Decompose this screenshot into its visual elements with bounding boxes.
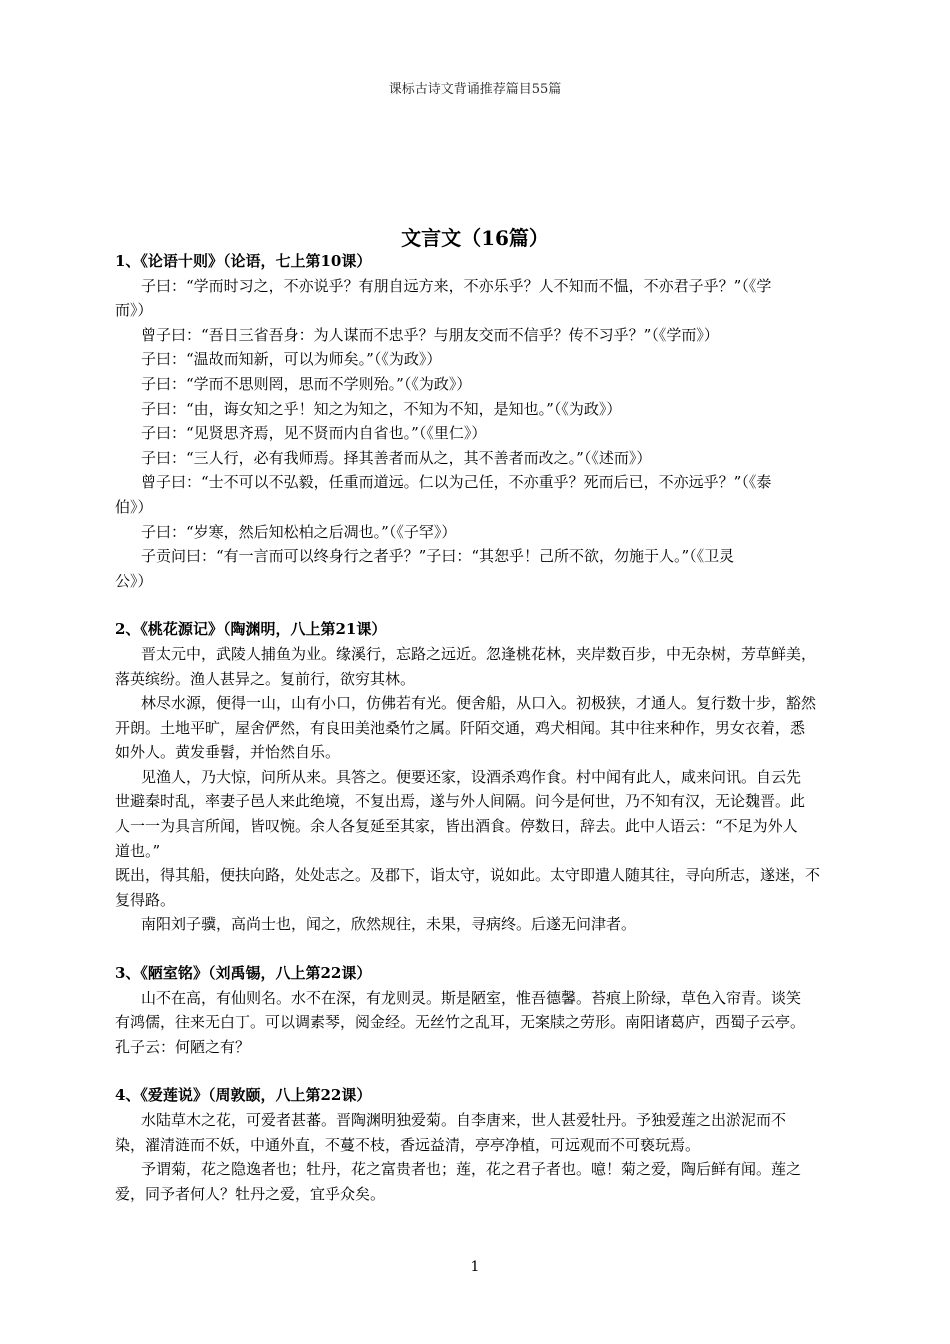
text-line: 复得路。 bbox=[115, 890, 176, 909]
lesson-heading-1: 1、《论语十则》（论语，七上第10课） bbox=[115, 252, 372, 270]
text-line: 子曰：“三人行，必有我师焉。择其善者而从之，其不善者而改之。”（《述而》） bbox=[141, 448, 652, 467]
text-line: 公》） bbox=[115, 571, 153, 590]
text-line: 人一一为具言所闻，皆叹惋。余人各复延至其家，皆出酒食。停数日，辞去。此中人语云：“不足为外人 bbox=[115, 817, 798, 836]
text-line: 山不在高，有仙则名。水不在深，有龙则灵。斯是陋室，惟吾德馨。苔痕上阶绿，草色入帘青。谈笑 bbox=[141, 988, 802, 1007]
text-line: 予谓菊，花之隐逸者也；牡丹，花之富贵者也；莲，花之君子者也。噫！菊之爱，陶后鲜有闻。莲之 bbox=[141, 1160, 802, 1179]
section-gap bbox=[115, 593, 843, 617]
text-line: 开朗。土地平旷，屋舍俨然，有良田美池桑竹之属。阡陌交通，鸡犬相闻。其中往来种作，男女衣着，悉 bbox=[115, 718, 806, 737]
text-line: 子曰：“学而时习之，不亦说乎？有朋自远方来，不亦乐乎？人不知而不愠，不亦君子乎？”（《学 bbox=[141, 276, 772, 295]
text-line: 落英缤纷。渔人甚异之。复前行，欲穷其林。 bbox=[115, 669, 416, 688]
text-line: 子曰：“温故而知新，可以为师矣。”（《为政》） bbox=[141, 350, 442, 369]
document-body bbox=[115, 249, 843, 1206]
text-line: 而》） bbox=[115, 301, 153, 320]
lesson-heading-2: 2、《桃花源记》（陶渊明，八上第21课） bbox=[115, 620, 387, 639]
text-line: 见渔人，乃大惊，问所从来。具答之。便要还家，设酒杀鸡作食。村中闻有此人，咸来问讯。自云先 bbox=[141, 767, 802, 786]
section-gap bbox=[115, 937, 843, 961]
running-head: 课标古诗文背诵推荐篇目55篇 bbox=[388, 82, 562, 97]
text-line: 子贡问曰：“有一言而可以终身行之者乎？”子曰：“其恕乎！己所不欲，勿施于人。”（《卫灵 bbox=[141, 547, 735, 566]
text-line: 染，濯清涟而不妖，中通外直，不蔓不枝，香远益清，亭亭净植，可远观而不可亵玩焉。 bbox=[115, 1135, 701, 1154]
text-line: 有鸿儒，往来无白丁。可以调素琴，阅金经。无丝竹之乱耳，无案牍之劳形。南阳诸葛庐，西蜀子云亭。 bbox=[115, 1013, 806, 1032]
text-line: 子曰：“学而不思则罔，思而不学则殆。”（《为政》） bbox=[141, 374, 472, 393]
section-title: 文言文（16篇） bbox=[401, 226, 549, 250]
text-line: 道也。” bbox=[115, 841, 161, 860]
text-line: 子曰：“由，诲女知之乎！知之为知之，不知为不知，是知也。”（《为政》） bbox=[141, 399, 622, 418]
text-line: 曾子曰：“吾日三省吾身：为人谋而不忠乎？与朋友交而不信乎？传不习乎？”（《学而》） bbox=[141, 325, 719, 344]
text-line: 林尽水源，便得一山，山有小口，仿佛若有光。便舍船，从口入。初极狭，才通人。复行数十步，豁然 bbox=[141, 694, 817, 713]
text-line: 既出，得其船，便扶向路，处处志之。及郡下，诣太守，说如此。太守即遣人随其往，寻向所志，遂迷，不 bbox=[115, 866, 821, 885]
text-line: 爱，同予者何人？牡丹之爱，宜乎众矣。 bbox=[115, 1184, 386, 1203]
text-line: 如外人。黄发垂髫，并怡然自乐。 bbox=[115, 743, 341, 762]
page-number: 1 bbox=[470, 1259, 480, 1275]
lesson-heading-3: 3、《陋室铭》（刘禹锡，八上第22课） bbox=[115, 964, 372, 983]
text-line: 子曰：“岁寒，然后知松柏之后凋也。”（《子罕》） bbox=[141, 522, 457, 541]
lesson-heading-4: 4、《爱莲说》（周敦颐，八上第22课） bbox=[115, 1086, 372, 1105]
section-gap bbox=[115, 1059, 843, 1083]
text-line: 曾子曰：“士不可以不弘毅，任重而道远。仁以为己任，不亦重乎？死而后已，不亦远乎？”（《泰 bbox=[141, 473, 772, 492]
text-line: 子曰：“见贤思齐焉，见不贤而内自省也。”（《里仁》） bbox=[141, 424, 487, 443]
text-line: 南阳刘子骥，高尚士也，闻之，欣然规往，未果，寻病终。后遂无问津者。 bbox=[141, 915, 637, 934]
text-line: 世避秦时乱，率妻子邑人来此绝境，不复出焉，遂与外人间隔。问今是何世，乃不知有汉，无论魏晋。此 bbox=[115, 792, 806, 811]
text-line: 晋太元中，武陵人捕鱼为业。缘溪行，忘路之远近。忽逢桃花林，夹岸数百步，中无杂树，芳草鲜美， bbox=[141, 644, 817, 663]
text-line: 水陆草木之花，可爱者甚蕃。晋陶渊明独爱菊。自李唐来，世人甚爱牡丹。予独爱莲之出淤泥而不 bbox=[141, 1111, 787, 1129]
text-line: 孔子云：何陋之有？ bbox=[115, 1037, 251, 1056]
text-line: 伯》） bbox=[115, 497, 153, 516]
